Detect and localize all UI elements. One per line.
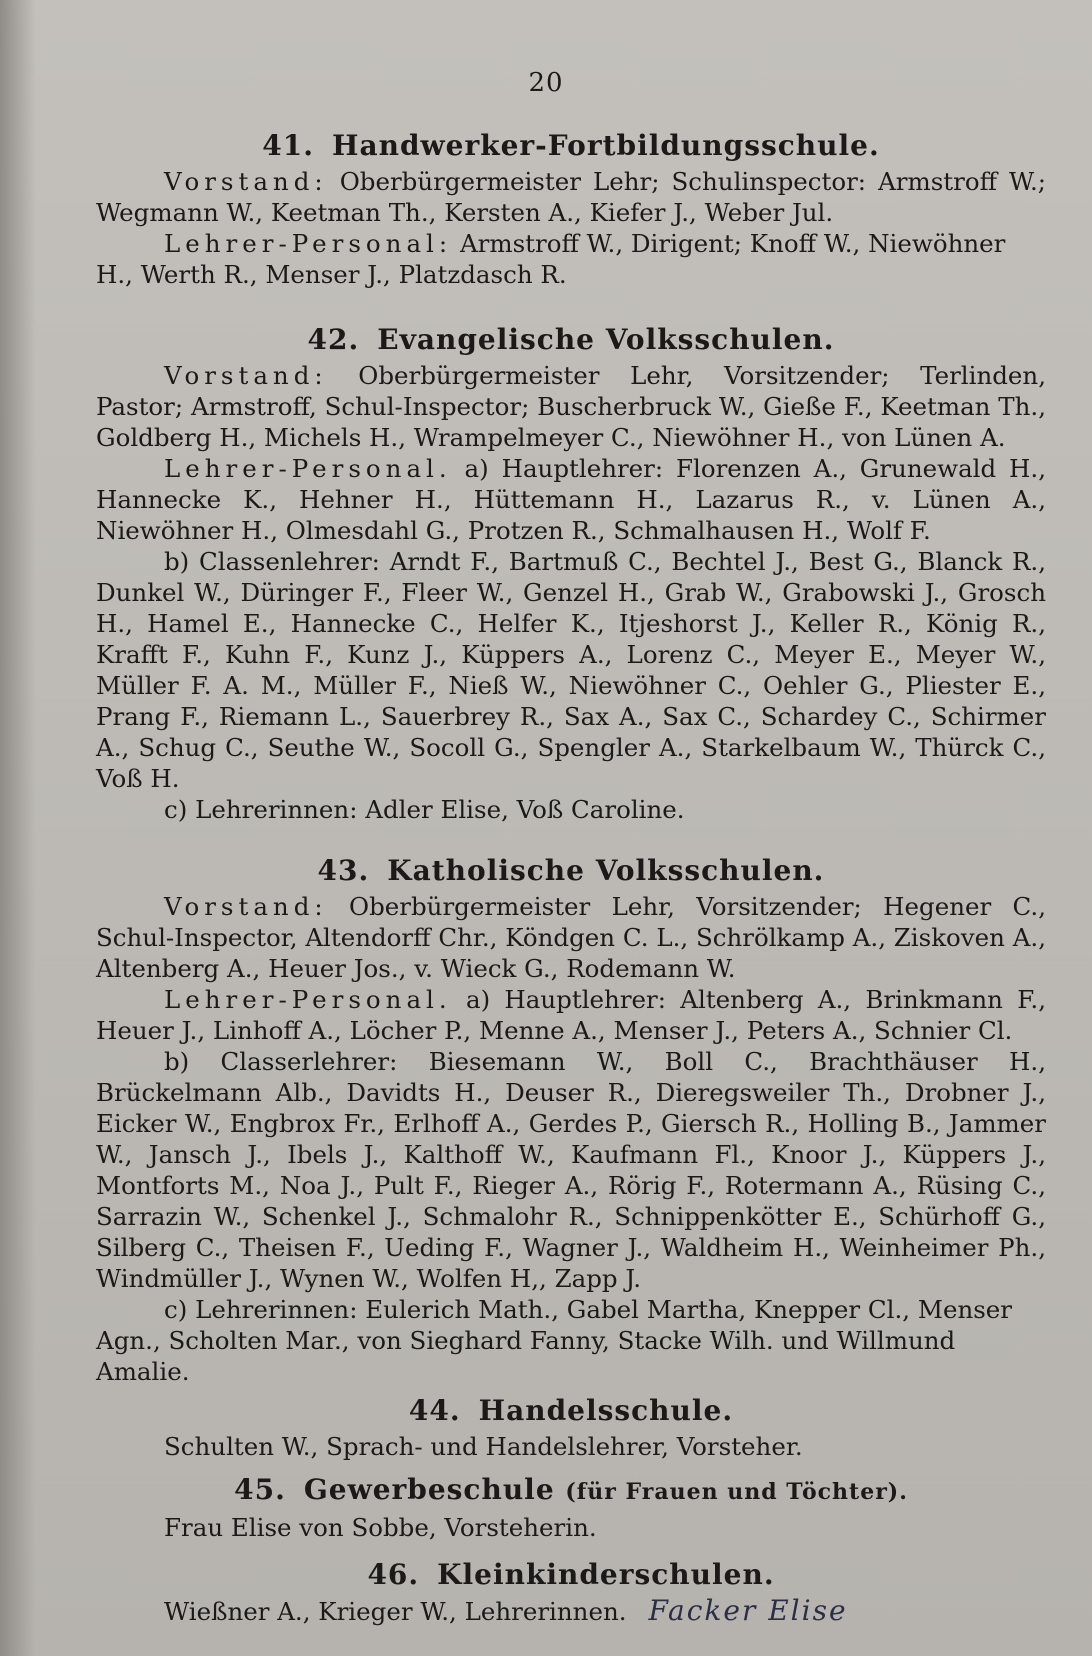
- section-41: [96, 126, 1046, 290]
- paragraph-label: Lehrer-Personal:: [164, 229, 453, 258]
- section-title: Gewerbeschule: [303, 1473, 555, 1506]
- section-heading: [96, 851, 1046, 891]
- section-heading: [96, 320, 1046, 360]
- section-43: [96, 851, 1046, 1387]
- section-title: Kleinkinderschulen.: [437, 1558, 775, 1591]
- section-title: Katholische Volksschulen.: [387, 854, 825, 887]
- section-42: [96, 320, 1046, 825]
- paragraph: [96, 453, 1046, 546]
- section-46: [96, 1555, 1046, 1627]
- section-title: Handwerker-Fortbildungsschule.: [332, 129, 880, 162]
- paragraph-text: Oberbürgermeister Lehr, Vorsitzender; Terlinden, Pastor; Armstroff, Schul-Inspector; Buscherbruck W., Gieße F., Keetman Th., Goldberg H., Michels H., Wrampelmeyer C., Niewöhner H., von Lünen A.: [96, 361, 1046, 452]
- paragraph: [96, 794, 1046, 825]
- paragraph: [96, 228, 1046, 290]
- paragraph-text: c) Lehrerinnen: Eulerich Math., Gabel Martha, Knepper Cl., Menser Agn., Scholten Mar., von Sieghard Fanny, Stacke Wilh. und Willmund Amalie.: [96, 1295, 1013, 1386]
- paragraph-label: Lehrer-Personal.: [164, 985, 452, 1014]
- section-number: 41.: [262, 129, 314, 162]
- paragraph-text: Frau Elise von Sobbe, Vorsteherin.: [164, 1513, 597, 1542]
- section-title: Evangelische Volksschulen.: [377, 323, 835, 356]
- section-heading: [96, 1391, 1046, 1431]
- section-heading: [96, 1470, 1046, 1512]
- handwritten-annotation: Facker Elise: [648, 1594, 848, 1627]
- paragraph: [96, 891, 1046, 984]
- paragraph: [96, 1431, 1046, 1462]
- paragraph-text: c) Lehrerinnen: Adler Elise, Voß Caroline.: [164, 795, 685, 824]
- section-heading: [96, 1555, 1046, 1595]
- paragraph-text: Oberbürgermeister Lehr, Vorsitzender; Hegener C., Schul-Inspector, Altendorff Chr., Köndgen C. L., Schrölkamp A., Ziskoven A., Altenberg A., Heuer Jos., v. Wieck G., Rodemann W.: [96, 892, 1046, 983]
- paragraph-text: a) Hauptlehrer: Altenberg A., Brinkmann F., Heuer J., Linhoff A., Löcher P., Menne A., Menser J., Peters A., Schnier Cl.: [96, 985, 1046, 1045]
- section-44: [96, 1391, 1046, 1462]
- paragraph: [96, 1512, 1046, 1543]
- paragraph: [96, 1595, 1046, 1627]
- section-number: 46.: [367, 1558, 420, 1591]
- page-content: [96, 126, 1046, 1627]
- section-number: 44.: [408, 1394, 461, 1427]
- section-number: 42.: [307, 323, 360, 356]
- page-number: 20: [528, 68, 564, 98]
- paragraph-text: Schulten W., Sprach- und Handelslehrer, Vorsteher.: [164, 1432, 803, 1461]
- paragraph-label: Lehrer-Personal.: [164, 454, 452, 483]
- paragraph-text: Wießner A., Krieger W., Lehrerinnen.: [164, 1597, 627, 1626]
- paragraph-label: Vorstand:: [164, 361, 328, 390]
- paragraph-text: b) Classenlehrer: Arndt F., Bartmuß C., Bechtel J., Best G., Blanck R., Dunkel W., Düringer F., Fleer W., Genzel H., Grab W., Grabowski J., Grosch H., Hamel E., Hannecke C., Helfer K., Itjeshorst J., Keller R., König R., Krafft F., Kuhn F., Kunz J., Küppers A., Lorenz C., Meyer E., Meyer W., Müller F. A. M., Müller F., Nieß W., Niewöhner C., Oehler G., Pliester E., Prang F., Riemann L., Sauerbrey R., Sax A., Sax C., Schardey C., Schirmer A., Schug C., Seuthe W., Socoll G., Spengler A., Starkelbaum W., Thürck C., Voß H.: [96, 547, 1046, 793]
- paragraph: [96, 984, 1046, 1046]
- paragraph-text: b) Classerlehrer: Biesemann W., Boll C., Brachthäuser H., Brückelmann Alb., Davidts H., Deuser R., Dieregsweiler Th., Drobner J., Eicker W., Engbrox Fr., Erlhoff A., Gerdes P., Giersch R., Holling B., Jammer W., Jansch J., Ibels J., Kalthoff W., Kaufmann Fl., Knoor J., Küppers J., Montforts M., Noa J., Pult F., Rieger A., Rörig F., Rotermann A., Rüsing C., Sarrazin W., Schenkel J., Schmalohr R., Schnippenkötter E., Schürhoff G., Silberg C., Theisen F., Ueding F., Wagner J., Waldheim H., Weinheimer Ph., Windmüller J., Wynen W., Wolfen H,, Zapp J.: [96, 1047, 1046, 1293]
- paragraph: [96, 1046, 1046, 1294]
- section-heading: [96, 126, 1046, 166]
- paragraph-label: Vorstand:: [164, 892, 328, 921]
- section-45: [96, 1470, 1046, 1543]
- paragraph-text: Armstroff W., Dirigent; Knoff W., Niewöhner H., Werth R., Menser J., Platzdasch R.: [96, 229, 1006, 289]
- section-number: 43.: [317, 854, 370, 887]
- paragraph-text: a) Hauptlehrer: Florenzen A., Grunewald H., Hannecke K., Hehner H., Hüttemann H., Lazarus R., v. Lünen A., Niewöhner H., Olmesdahl G., Protzen R., Schmalhausen H., Wolf F.: [96, 454, 1046, 545]
- paragraph: [96, 166, 1046, 228]
- section-title: Handelsschule.: [478, 1394, 734, 1427]
- paragraph: [96, 360, 1046, 453]
- paragraph: [96, 1294, 1046, 1387]
- section-number: 45.: [234, 1473, 286, 1506]
- section-subtitle: (für Frauen und Töchter).: [565, 1479, 908, 1505]
- paragraph: [96, 546, 1046, 794]
- paragraph-text: Oberbürgermeister Lehr; Schulinspector: Armstroff W.; Wegmann W., Keetman Th., Kersten A., Kiefer J., Weber Jul.: [96, 167, 1046, 227]
- paragraph-label: Vorstand:: [164, 167, 328, 196]
